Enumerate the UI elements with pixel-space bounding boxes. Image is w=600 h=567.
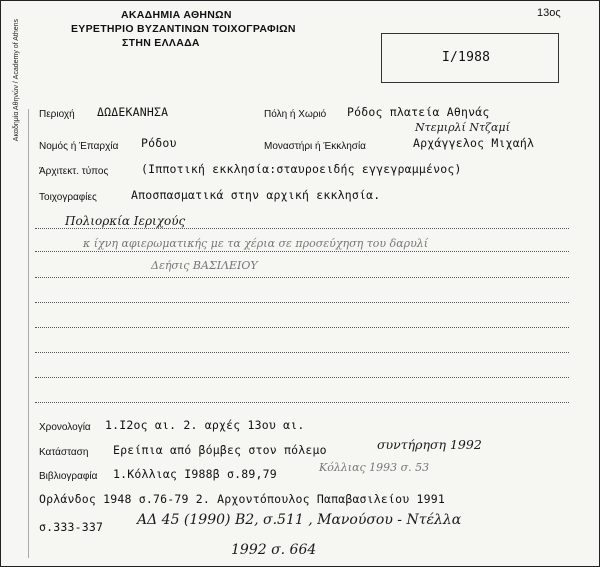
rule-line — [35, 327, 569, 328]
vertical-credit: Ακαδημία Αθηνών / Academy of Athens — [13, 19, 20, 142]
rule-line — [35, 228, 569, 229]
label-vivliografia: Βιβλιογραφία — [39, 471, 98, 482]
value-vivliografia: 1.Κόλλιας Ι988β σ.89,79 — [113, 467, 277, 481]
card-id: I/1988 — [442, 50, 491, 65]
value-toixografies: Αποσπασματικά στην αρχική εκκλησία. — [131, 188, 381, 202]
rule-line — [35, 251, 569, 252]
value-perioxi: ΔΩΔΕΚΑΝΗΣΑ — [97, 105, 169, 119]
margin-rule — [28, 109, 29, 558]
rule-line — [35, 352, 569, 353]
value-katastasi: Ερείπια από βόμβες στον πόλεμο — [113, 443, 327, 457]
header-line-3: ΣΤΗΝ ΕΛΛΑΔΑ — [122, 37, 200, 49]
label-katastasi: Κατάσταση — [39, 447, 89, 458]
note-katastasi: συντήρηση 1992 — [377, 437, 482, 452]
label-poli: Πόλη ή Χωριό — [264, 109, 327, 120]
biblio-line-4-hand: 1992 σ. 664 — [231, 542, 317, 558]
label-moni: Μοναστήρι ή Έκκλησία — [264, 141, 366, 152]
header-line-1: ΑΚΑΔΗΜΙΑ ΑΘΗΝΩΝ — [121, 9, 232, 21]
label-nomos: Νομός ή Έπαρχία — [39, 141, 119, 152]
rule-line — [35, 302, 569, 303]
value-poli: Ρόδος πλατεία Αθηνάς — [347, 105, 490, 119]
biblio-line-2: Ορλάνδος 1948 σ.76-79 2. Αρχοντόπουλος Παπαβασιλείου 1991 — [39, 492, 446, 506]
label-xronologia: Χρονολογία — [39, 422, 91, 433]
header-line-2: ΕΥΡΕΤΗΡΙΟ ΒΥΖΑΝΤΙΝΩΝ ΤΟΙΧΟΓΡΑΦΙΩΝ — [71, 23, 296, 35]
note-poli: Ντεμιρλί Ντζαμί — [415, 121, 510, 134]
hand-line-2: κ ίχνη αφιερωματικής με τα χέρια σε προσεύχηση του δαρυλί — [83, 237, 429, 250]
rule-line — [35, 277, 569, 278]
biblio-line-3-hand: ΑΔ 45 (1990) Β2, σ.511 , Μανούσου - Ντέλλα — [137, 512, 462, 528]
rule-line — [35, 377, 569, 378]
note-vivliografia: Κόλλιας 1993 σ. 53 — [319, 461, 430, 474]
label-perioxi: Περιοχή — [39, 109, 75, 120]
hand-line-1: Πολιορκία Ιεριχούς — [65, 214, 186, 228]
value-moni: Αρχάγγελος Μιχαήλ — [413, 136, 535, 150]
page-number: 13ος — [537, 7, 561, 19]
value-arxitekt: (Ιπποτική εκκλησία:σταυροειδής εγγεγραμμένος) — [141, 162, 462, 176]
biblio-line-3-typed: σ.333-337 — [39, 520, 104, 534]
value-nomos: Ρόδου — [141, 136, 177, 150]
label-arxitekt: Άρχιτεκτ. τύπος — [39, 166, 109, 177]
card-id-box — [381, 33, 559, 83]
label-toixografies: Τοιχογραφίες — [39, 192, 97, 203]
hand-line-3: Δεήσις ΒΑΣΙΛΕΙΟΥ — [151, 259, 258, 272]
value-xronologia: 1.Ι2ος αι. 2. αρχές 13ου αι. — [105, 418, 305, 432]
rule-line — [35, 402, 569, 403]
